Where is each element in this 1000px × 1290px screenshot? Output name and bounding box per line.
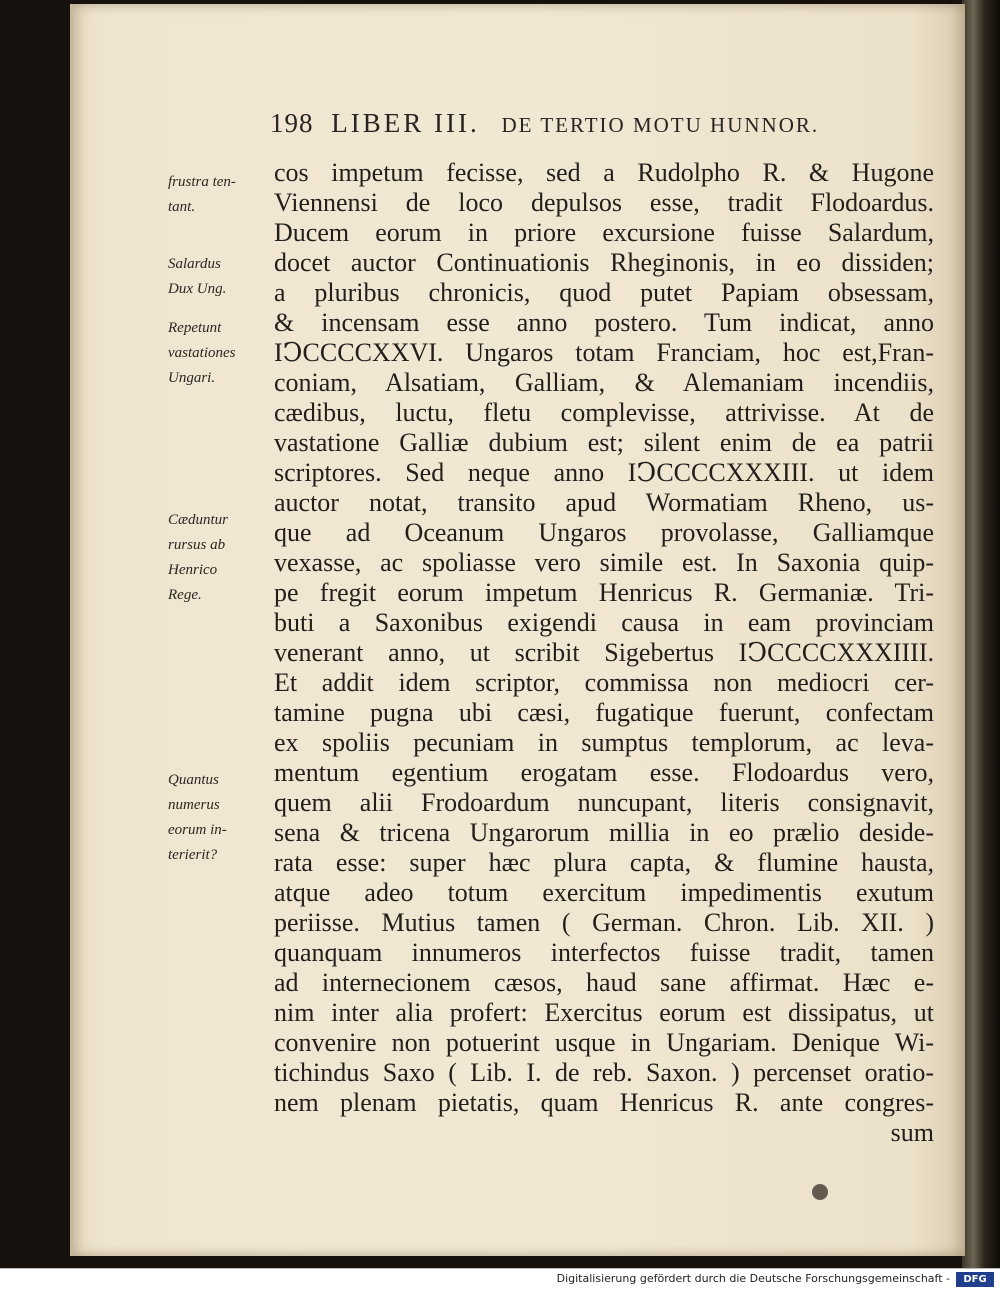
- body-text: [274, 158, 934, 1148]
- marginal-note: [168, 170, 236, 220]
- marginal-note: [168, 508, 228, 608]
- marginal-note-line: eorum in-: [168, 822, 227, 838]
- marginal-note-line: Salardus: [168, 256, 221, 272]
- text-line: tichindus Saxo ( Lib. I. de reb. Saxon. ) percenset oratio-: [274, 1058, 934, 1087]
- text-line: pe fregit eorum impetum Henricus R. Germaniæ. Tri-: [274, 578, 934, 607]
- text-line: coniam, Alsatiam, Galliam, & Alemaniam incendiis,: [274, 368, 934, 397]
- text-line: quem alii Frodoardum nuncupant, literis consignavit,: [274, 788, 934, 817]
- text-line: venerant anno, ut scribit Sigebertus IↃCCCCXXXIIII.: [274, 638, 934, 667]
- chapter-title: DE TERTIO MOTU HUNNOR.: [501, 113, 820, 137]
- book-number: LIBER III.: [331, 108, 480, 138]
- text-line: tamine pugna ubi cæsi, fugatique fuerunt, confectam: [274, 698, 934, 727]
- text-line: vastatione Galliæ dubium est; silent enim de ea patrii: [274, 428, 934, 457]
- text-line: rata esse: super hæc plura capta, & flumine hausta,: [274, 848, 934, 877]
- text-line: ad internecionem cæsos, haud sane affirmat. Hæc e-: [274, 968, 934, 997]
- text-line: a pluribus chronicis, quod putet Papiam obsessam,: [274, 278, 934, 307]
- text-line: convenire non potuerint usque in Ungariam. Denique Wi-: [274, 1028, 934, 1057]
- text-line: & incensam esse anno postero. Tum indicat, anno: [274, 308, 934, 337]
- marginal-note-line: Repetunt: [168, 320, 222, 336]
- footer-credit: Digitalisierung gefördert durch die Deutsche Forschungsgemeinschaft -: [556, 1272, 950, 1285]
- text-line: scriptores. Sed neque anno IↃCCCCXXXIII. ut idem: [274, 458, 934, 487]
- marginal-note-line: rursus ab: [168, 537, 226, 553]
- text-line: cos impetum fecisse, sed a Rudolpho R. & Hugone: [274, 158, 934, 187]
- marginal-note-line: numerus: [168, 797, 220, 813]
- marginal-note: [168, 316, 236, 391]
- text-line: mentum egentium erogatam esse. Flodoardus vero,: [274, 758, 934, 787]
- marginal-note: [168, 768, 227, 868]
- dfg-logo-icon[interactable]: DFG: [956, 1272, 994, 1287]
- marginal-note: [168, 252, 226, 302]
- text-line: sena & tricena Ungarorum millia in eo prælio deside-: [274, 818, 934, 847]
- text-line: atque adeo totum exercitum impedimentis exutum: [274, 878, 934, 907]
- marginal-note-line: Dux Ung.: [168, 281, 227, 297]
- marginal-note-line: Henrico: [168, 562, 218, 578]
- footer-bar: [0, 1268, 1000, 1290]
- marginal-note-line: frustra ten-: [168, 174, 236, 190]
- marginal-note-line: terierit?: [168, 847, 218, 863]
- text-line: quanquam innumeros interfectos fuisse tradit, tamen: [274, 938, 934, 967]
- page-number: 198: [270, 108, 314, 138]
- text-line: buti a Saxonibus exigendi causa in eam provinciam: [274, 608, 934, 637]
- marginal-note-line: Quantus: [168, 772, 219, 788]
- marginal-note-line: Cæduntur: [168, 512, 229, 528]
- marginal-note-line: Ungari.: [168, 370, 216, 386]
- marginal-note-line: Rege.: [168, 587, 202, 603]
- text-line: docet auctor Continuationis Rheginonis, in eo dissiden;: [274, 248, 934, 277]
- marginal-note-line: vastationes: [168, 345, 236, 361]
- text-line: cædibus, luctu, fletu complevisse, attrivisse. At de: [274, 398, 934, 427]
- marginal-note-line: tant.: [168, 199, 196, 215]
- text-line: Et addit idem scriptor, commissa non mediocri cer-: [274, 668, 934, 697]
- text-line: Ducem eorum in priore excursione fuisse Salardum,: [274, 218, 934, 247]
- text-line: Viennensi de loco depulsos esse, tradit Flodoardus.: [274, 188, 934, 217]
- catchword-line: sum: [890, 1118, 934, 1147]
- text-line: que ad Oceanum Ungaros provolasse, Galliamque: [274, 518, 934, 547]
- text-line: nem plenam pietatis, quam Henricus R. ante congres-: [274, 1088, 934, 1117]
- text-line: IↃCCCCXXVI. Ungaros totam Franciam, hoc est,Fran-: [274, 338, 934, 367]
- ink-blot-ornament: [812, 1184, 828, 1200]
- running-head: [270, 108, 870, 139]
- book-edge: [962, 0, 1000, 1268]
- text-line: nim inter alia profert: Exercitus eorum est dissipatus, ut: [274, 998, 934, 1027]
- text-line: periisse. Mutius tamen ( German. Chron. Lib. XII. ): [274, 908, 934, 937]
- text-line: auctor notat, transito apud Wormatiam Rheno, us-: [274, 488, 934, 517]
- text-line: vexasse, ac spoliasse vero simile est. In Saxonia quip-: [274, 548, 934, 577]
- text-line: ex spoliis pecuniam in sumptus templorum, ac leva-: [274, 728, 934, 757]
